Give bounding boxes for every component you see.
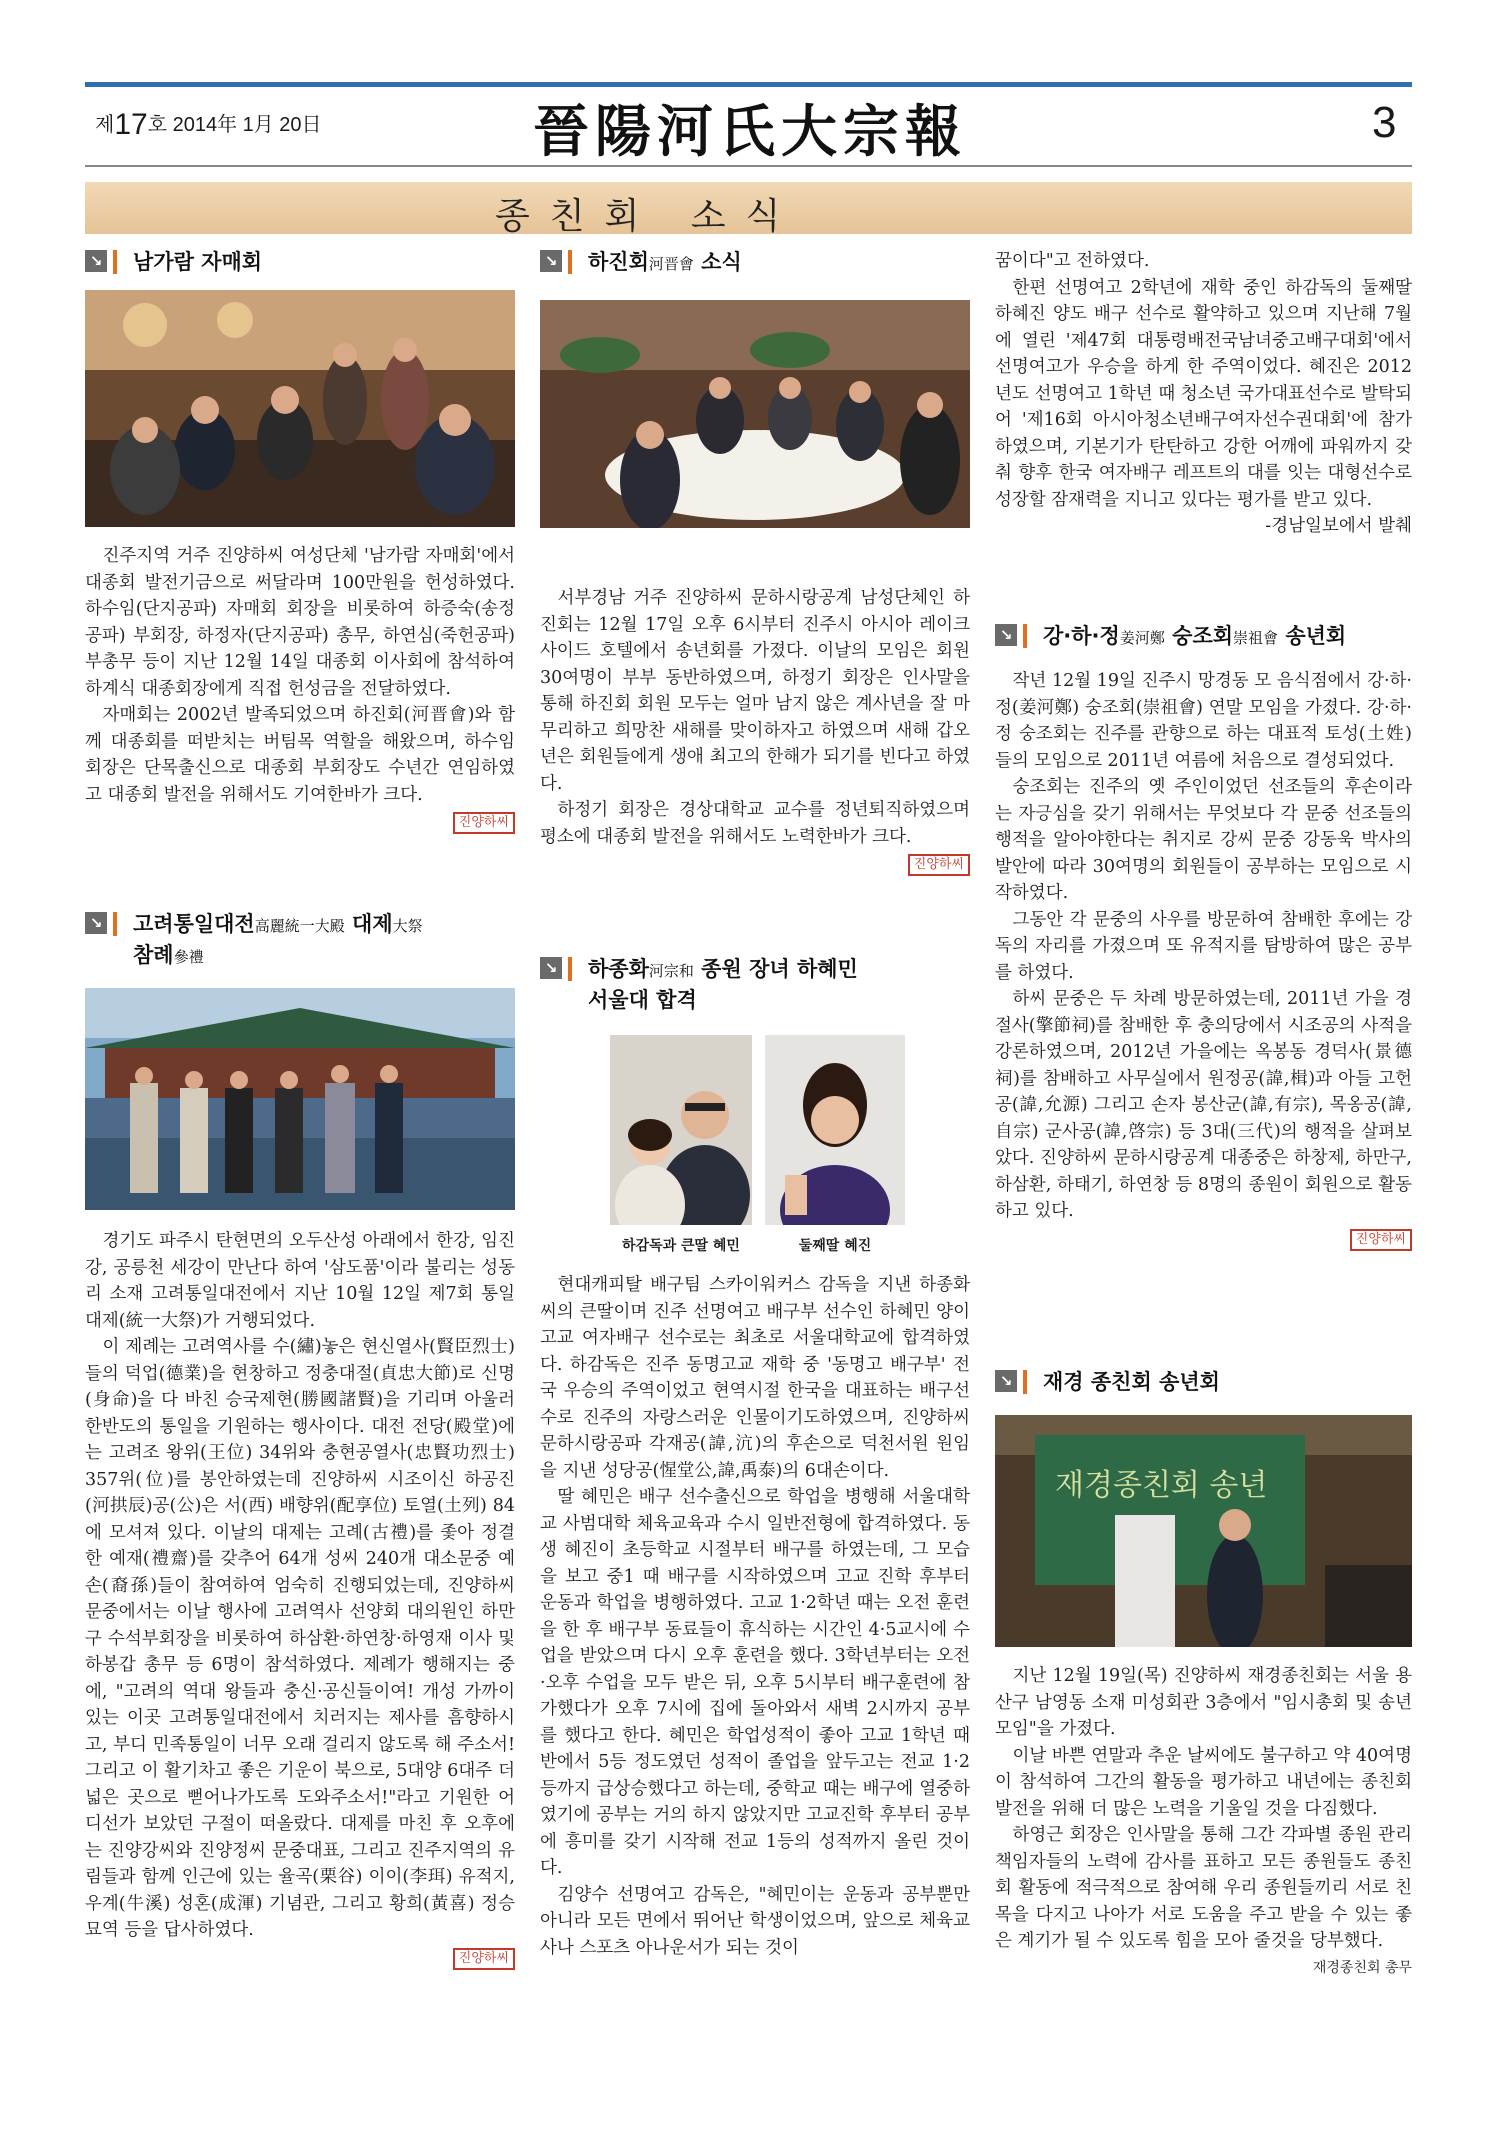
- paragraph: 하영근 회장은 인사말을 통해 그간 각파별 종원 관리 책임자들의 노력에 감사를 표하고 모든 종원들도 종친회 활동에 적극적으로 참여해 우리 종원들끼리 서로 친목을 다지고 나아가 서로 도움을 주고 받을 수 있는 좋은 계기가 될 수 있도록 힘을 모아 줄것을 당부했다.: [995, 1825, 1412, 1951]
- paragraph: 현대캐피탈 배구팀 스카이워커스 감독을 지낸 하종화씨의 큰딸이며 진주 선명여고 배구부 선수인 하혜민 양이 고교 여자배구 선수로는 최초로 서울대학교에 합격하였다. 하감독은 진주 동명고교 재학 중 '동명고 배구부' 전국 우승의 주역이었고 현역시절 한국을 대표하는 배구선수로 진주의 자랑스러운 인물이기도하였으며, 진양하씨 문하시랑공파 각재공(諱,沆)의 후손으로 덕천서원 원임을 지낸 성당공(惺堂公,諱,禹泰)의 6대손이다.: [540, 1275, 970, 1481]
- article-hajin: [540, 248, 970, 279]
- paragraph: 이날 바쁜 연말과 추운 날씨에도 불구하고 약 40여명이 참석하여 그간의 활동을 평가하고 내년에는 종친회 발전을 위해 더 많은 노력을 기울일 것을 다짐했다.: [995, 1745, 1412, 1819]
- headline: ↘ 고려통일대전高麗統一大殿 대제大祭 참례參禮: [85, 910, 515, 972]
- source-credit: -경남일보에서 발췌: [1265, 516, 1412, 536]
- paragraph: 그동안 각 문중의 사우를 방문하여 참배한 후에는 강독의 자리를 가졌으며 또 유적지를 탐방하여 많은 공부를 하였다.: [995, 909, 1412, 983]
- top-rule: [85, 82, 1412, 87]
- article-hajonghwa: [540, 955, 970, 1015]
- headline: ↘ 하종화河宗和 종원 장녀 하혜민 서울대 합격: [540, 955, 970, 1015]
- paragraph: 숭조회는 진주의 옛 주인이었던 선조들의 후손이라는 자긍심을 갖기 위해서는 무엇보다 각 문중 선조들의 행적을 알아야한다는 취지로 강씨 문중 강동욱 박사의 발안에 따라 30여명의 회원들이 공부하는 모임으로 시작하였다.: [995, 777, 1412, 903]
- paragraph: 서부경남 거주 진양하씨 문하시랑공계 남성단체인 하진회는 12월 17일 오후 6시부터 진주시 아시아 레이크사이드 호텔에서 송년회를 가졌다. 이날의 모임은 회원 30여명이 부부 동반하였으며, 하정기 회장은 인사말을 통해 하진회 회원 모두는 얼마 남지 않은 계사년을 잘 마무리하고 희망찬 새해를 맞이하자고 하였으며 새해 갑오년은 회원들에게 생애 최고의 한해가 되기를 빈다고 하였다.: [540, 588, 970, 794]
- article-namgaram-body: [85, 543, 515, 834]
- article-hajonghwa-body: [540, 1272, 970, 1961]
- headline: ↘ 재경 종친회 송년회: [995, 1368, 1412, 1397]
- article-sungjo: [995, 622, 1412, 653]
- photo-hajin: [540, 300, 970, 528]
- headline: ↘ 강·하·정姜河鄭 숭조회崇祖會 송년회: [995, 622, 1412, 653]
- arrow-icon: ↘: [540, 250, 562, 272]
- page-number: 3: [1372, 98, 1397, 147]
- article-jaegyeong: [995, 1368, 1412, 1397]
- photo-caption: 하감독과 큰딸 혜민: [622, 1238, 740, 1254]
- article-goryeo-body: [85, 1228, 515, 1970]
- paragraph: 진주지역 거주 진양하씨 여성단체 '남가람 자매회'에서 대종회 발전기금으로 써달라며 100만원을 헌성하였다. 하수임(단지공파) 자매회 회장을 비롯하여 하증숙(송정공파) 부회장, 하정자(단지공파) 총무, 하연심(죽헌공파) 부총무 등이 지난 12월 14일 대종회 이사회에 참석하여 하계식 대종회장에게 직접 헌성금을 전달하였다.: [85, 546, 515, 699]
- article-sungjo-body: [995, 668, 1412, 1251]
- paragraph: 하정기 회장은 경상대학교 교수를 정년퇴직하였으며 평소에 대종회 발전을 위해서도 노력한바가 크다.: [540, 800, 970, 847]
- paragraph: 작년 12월 19일 진주시 망경동 모 음식점에서 강·하·정(姜河鄭) 숭조회(崇祖會) 연말 모임을 가졌다. 강·하·정 숭조회는 진주를 관향으로 하는 대표적 토성(土姓)들의 모임으로 2011년 여름에 처음으로 결성되었다.: [995, 671, 1412, 771]
- paragraph: 경기도 파주시 탄현면의 오두산성 아래에서 한강, 임진강, 공릉천 세강이 만난다 하여 '삼도품'이라 불리는 성동리 소재 고려통일대전에서 지난 10월 12일 제7회 통일대제(統一大祭)가 거행되었다.: [85, 1231, 515, 1331]
- issue-info: 제17호 2014年 1月 20日: [95, 108, 322, 141]
- article-jaegyeong-body: [995, 1663, 1412, 1981]
- paragraph: 이 제례는 고려역사를 수(繡)놓은 현신열사(賢臣烈士)들의 덕업(德業)을 현창하고 정충대절(貞忠大節)로 신명(身命)을 다 바친 승국제현(勝國諸賢)을 기리며 아울러 한반도의 통일을 기원하는 행사이다. 대전 전당(殿堂)에는 고려조 왕위(王位) 34위와 충현공열사(忠賢功烈士) 357위(位)를 봉안하였는데 진양하씨 시조이신 하공진(河拱辰)공(公)은 서(西) 배향위(配享位) 토열(土列) 84에 모셔져 있다. 이날의 대제는 고례(古禮)를 좇아 정결한 예재(禮齋)를 갖추어 64개 성씨 240개 대소문중 예손(裔孫)들이 참여하여 엄숙히 진행되었는데, 진양하씨 문중에서는 이날 행사에 고려역사 선양회 대의원인 하만구 수석부회장을 비롯하여 하삼환·하연창·하영재 이사 및 하봉갑 총무 등 6명이 참석하였다. 제례가 행해지는 중에, "고려의 역대 왕들과 충신·공신들이여! 개성 가까이 있는 이곳 고려통일대전에서 치러지는 제사를 흠향하시고, 부디 민족통일이 너무 오래 걸리지 않도록 해 주소서! 그리고 이 활기차고 좋은 기운이 북으로, 5대양 6대주 더 넓은 곳으로 뻗어나가도록 도와주소서!"라고 기원한 어디선가 보았던 구절이 떠올랐다. 대제를 마친 후 오후에는 진양강씨와 진양정씨 문중대표, 그리고 진주지역의 유림들과 함께 인근에 있는 율곡(栗谷) 이이(李珥) 유적지, 우계(牛溪) 성혼(成渾) 기념관, 그리고 황희(黃喜) 정승 묘역 등을 답사하였다.: [85, 1337, 515, 1940]
- paragraph: 하씨 문중은 두 차례 방문하였는데, 2011년 가을 경절사(擎節祠)를 참배한 후 충의당에서 시조공의 사적을 강론하였으며, 2012년 가을에는 옥봉동 경덕사(景德祠)를 참배하고 사무실에서 원정공(諱,楫)과 아들 고헌공(諱,允源) 그리고 손자 봉산군(諱,有宗), 목옹공(諱,自宗) 군사공(諱,啓宗) 등 3대(三代)의 행적을 살펴보았다. 진양하씨 문하시랑공계 대종중은 하창제, 하만구, 하삼환, 하태기, 하연창 등 8명의 종원이 회원으로 활동하고 있다.: [995, 989, 1412, 1221]
- arrow-icon: ↘: [995, 624, 1017, 646]
- paragraph: 꿈이다"고 전하였다.: [995, 251, 1150, 271]
- headline: ↘ 남가람 자매회: [85, 248, 515, 277]
- paragraph: 자매회는 2002년 발족되었으며 하진회(河晋會)와 함께 대종회를 떠받치는 버팀목 역할을 해왔으며, 하수임 회장은 단목출신으로 대종회 부회장도 수년간 연임하였고 대종회 발전을 위해서도 기여한바가 크다.: [85, 705, 515, 805]
- photo-goryeo: [85, 988, 515, 1210]
- signature: 재경종친회 총무: [1312, 1959, 1412, 1976]
- article-hajonghwa-continued: [995, 248, 1412, 540]
- paragraph: 딸 혜민은 배구 선수출신으로 학업을 병행해 서울대학교 사범대학 체육교육과 수시 일반전형에 합격하였다. 동생 혜진이 초등학교 시절부터 배구를 하였는데, 그 모습을 보고 중1 때 배구를 시작하였으며 고교 진학 후부터 운동과 학업을 병행하였다. 고교 1·2학년 때는 오전 훈련을 한 후 배구부 동료들이 휴식하는 시간인 4·5교시에 수업을 받았으며 다시 오후 훈련을 했다. 3학년부터는 오전·오후 수업을 모두 받은 뒤, 오후 5시부터 배구훈련에 참가했다가 오후 7시에 집에 돌아와서 새벽 2시까지 공부를 했다고 한다. 혜민은 학업성적이 좋아 고교 1학년 때 반에서 5등 정도였던 성적이 졸업을 앞두고는 전교 1·2등까지 급상승했다고 하는데, 중학교 때는 배구에 열중하였기에 공부는 거의 하지 않았지만 고교진학 후부터 공부에 흥미를 갖기 시작해 전교 1등의 성적까지 올린 것이다.: [540, 1487, 970, 1878]
- arrow-icon: ↘: [85, 250, 107, 272]
- section-title: 종친회 소식: [495, 196, 801, 237]
- photo-namgaram: [85, 290, 515, 527]
- paragraph: 지난 12월 19일(목) 진양하씨 재경종친회는 서울 용산구 남영동 소재 미성회관 3층에서 "임시총회 및 송년모임"을 가졌다.: [995, 1666, 1412, 1739]
- stamp-logo: 진양하씨: [908, 854, 970, 876]
- stamp-logo: 진양하씨: [1350, 1229, 1412, 1251]
- arrow-icon: ↘: [540, 957, 562, 979]
- svg-text:재경종친회 송년: 재경종친회 송년: [1055, 1468, 1268, 1503]
- photo-father-daughter: [610, 1035, 752, 1225]
- stamp-logo: 진양하씨: [453, 1948, 515, 1970]
- photo-second-daughter: [765, 1035, 905, 1225]
- stamp-logo: 진양하씨: [453, 812, 515, 834]
- header-rule: [85, 165, 1412, 167]
- arrow-icon: ↘: [995, 1370, 1017, 1392]
- paragraph: 한편 선명여고 2학년에 재학 중인 하감독의 둘째딸 하혜진 양도 배구 선수로 활약하고 있으며 지난해 7월에 열린 '제47회 대통령배전국남녀중고배구대회'에서 선명여고가 우승을 하게 한 주역이었다. 혜진은 2012년도 선명여고 1학년 때 청소년 국가대표선수로 발탁되어 '제16회 아시아청소년배구여자선수권대회'에 참가하였으며, 기본기가 탄탄하고 강한 어깨에 파워까지 갖춰 향후 한국 여자배구 레프트의 대를 잇는 대형선수로 성장할 잠재력을 지니고 있다는 평가를 받고 있다.: [995, 277, 1412, 510]
- photo-caption: 둘째딸 혜진: [798, 1238, 872, 1254]
- photo-jaegyeong: [995, 1415, 1412, 1647]
- article-hajin-body: [540, 585, 970, 876]
- article-namgaram: [85, 248, 515, 277]
- paragraph: 김양수 선명여고 감독은, "혜민이는 운동과 공부뿐만 아니라 모든 면에서 뛰어난 학생이었으며, 앞으로 체육교사나 스포츠 아나운서가 되는 것이: [540, 1884, 970, 1958]
- headline: ↘ 하진회河晋會 소식: [540, 248, 970, 279]
- article-goryeo: [85, 910, 515, 972]
- masthead: 晉陽河氏大宗報: [533, 99, 967, 165]
- arrow-icon: ↘: [85, 912, 107, 934]
- section-banner: [85, 182, 1412, 237]
